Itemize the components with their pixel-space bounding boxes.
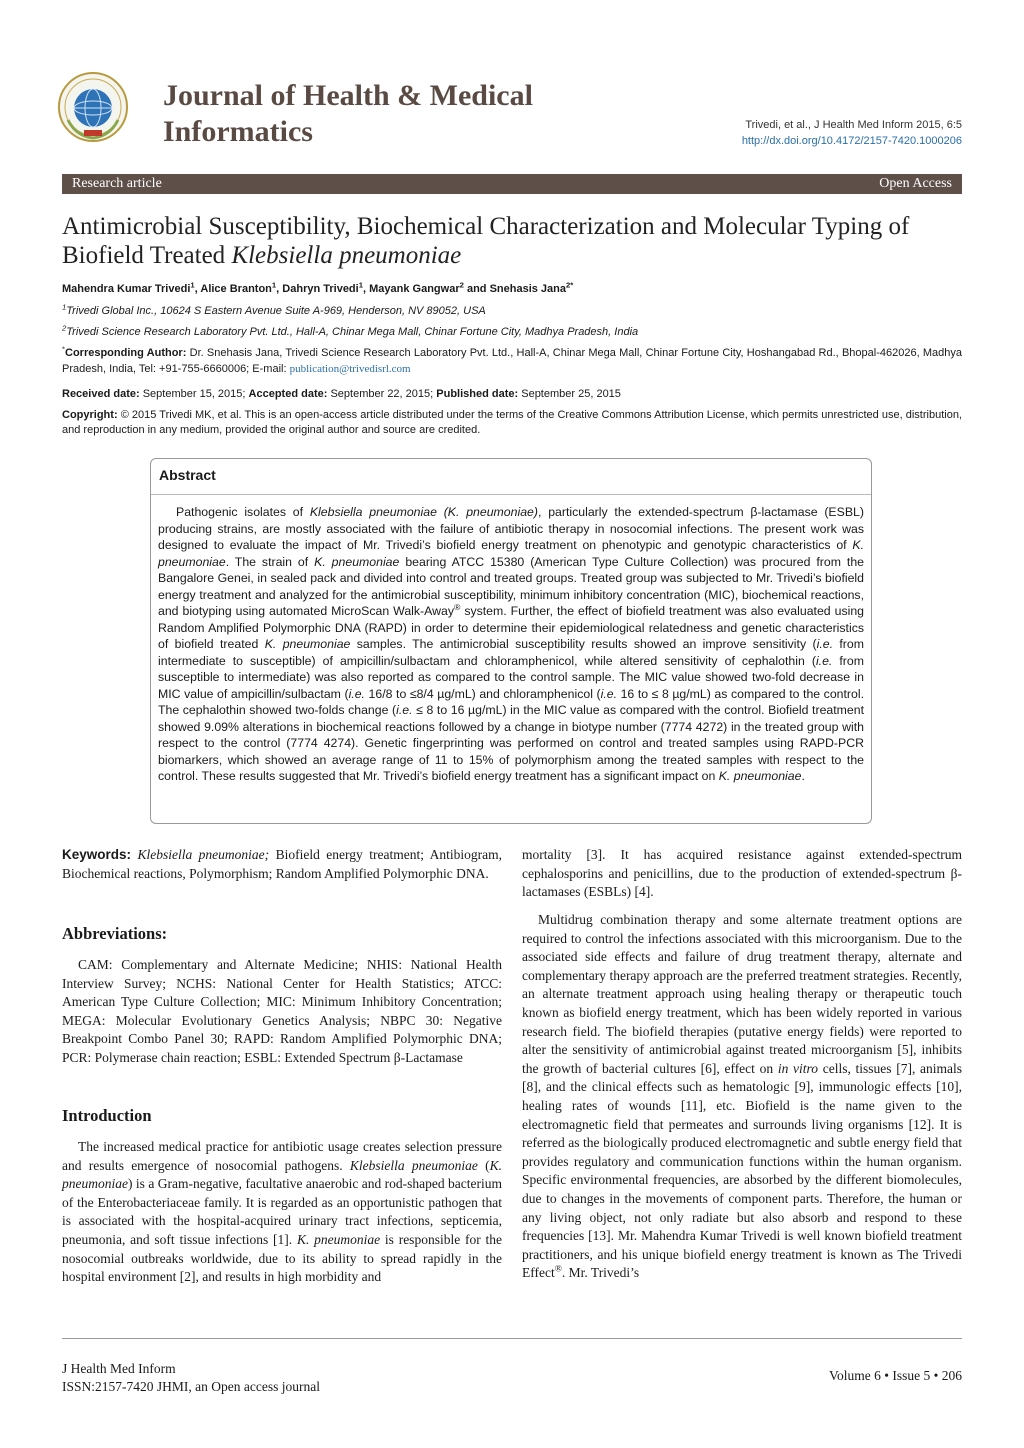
introduction-heading: Introduction: [62, 1106, 152, 1125]
citation-block: [742, 117, 962, 149]
citation: Trivedi, et al., J Health Med Inform 2015, 6:5: [745, 119, 962, 131]
article-type: Research article: [72, 176, 162, 191]
email-link[interactable]: publication@trivedisrl.com: [289, 363, 411, 375]
abbreviations-heading: Abbreviations:: [62, 924, 168, 943]
keywords-text: Biofield energy treatment; Antibiogram, Biochemical reactions, Polymorphism; Random Amplified Polymorphic DNA.: [62, 847, 503, 881]
keywords-label: Keywords:: [62, 847, 132, 862]
author-list: Mahendra Kumar Trivedi$^1$, Alice Branton$^1$, Dahryn Trivedi$^1$, Mayank Gangwar$^2$ and Snehasis Jana$^{2*}$: [62, 280, 574, 295]
right-column-para-2: Multidrug combination therapy and some alternate treatment options are required to control the infections associated with this microorganism. Due to the associated side effects and failure of drug treatment therapy, alternate and complementary therapy approach are the preferred treatment strategies. Recently, an alternate treatment approach using healing therapy or therapeutic touch known as biofield energy treatment, which has been widely reported in various research field. The biofield therapies (putative energy fields) were reported to alter the sensitivity of antimicrobial against treated microorganism [5], inhibits the growth of bacterial cultures [6], effect on in vitro cells, tissues [7], animals [8], and the clinical effects such as hematologic [9], immunologic effects [10], healing rates of wounds [11], etc. Biofield is the name given to the electromagnetic field that permeates and surrounds living organisms [12]. It is referred as the biologically produced electromagnetic and subtle energy field that provides regulatory and communication functions within the human organism. Specific environmental frequencies, are absorbed by the different biomolecules, due to changes in the movements of component parts. Therefore, the human or any living object, not only radiate but also absorb and respond to these frequencies [13]. Mr. Mahendra Kumar Trivedi is well known biofield treatment practitioners, and his unique biofield energy treatment is known as The Trivedi Effect®. Mr. Trivedi’s: [522, 912, 963, 1281]
corresponding-text: Dr. Snehasis Jana, Trivedi Science Research Laboratory Pvt. Ltd., Hall-A, Chinar Mega Mall, Chinar Fortune City, Hoshangabad Rd., Bhopal-462026, Madhya Pradesh, India, Tel: +91-755-6660006; E-mail:: [62, 347, 963, 375]
accepted-date: September 22, 2015;: [330, 388, 434, 400]
affiliation-text: Trivedi Global Inc., 10624 S Eastern Avenue Suite A-969, Henderson, NV 89052, USA: [66, 305, 486, 317]
footer-divider: [62, 1338, 962, 1339]
introduction-text: The increased medical practice for antibiotic usage creates selection pressure and results emergence of nosocomial pathogens. Klebsiella pneumoniae (K. pneumoniae) is a Gram-negative, facultative anaerobic and rod-shaped bacterium of the Enterobacteriaceae family. It is regarded as an opportunistic pathogen that is associated with the hospital-acquired urinary tract infections, septicemia, pneumonia, and soft tissue infections [1]. K. pneumoniae is responsible for the nosocomial outbreaks worldwide, due to its ability to spread rapidly in the hospital environment [2], and results in high morbidity and: [62, 1139, 503, 1285]
received-label: Received date:: [62, 388, 140, 400]
abstract-text: Pathogenic isolates of Klebsiella pneumoniae (K. pneumoniae), particularly the extended-spectrum β-lactamase (ESBL) producing strains, are mostly associated with the failure of antibiotic therapy in nosocomial infections. The present work was designed to evaluate the impact of Mr. Trivedi’s biofield energy treatment on phenotypic and genotypic characteristics of K. pneumoniae. The strain of K. pneumoniae bearing ATCC 15380 (American Type Culture Collection) was procured from the Bangalore Genei, in sealed pack and divided into control and treated groups. Treated group was subjected to Mr. Trivedi’s biofield energy treatment and analyzed for the antimicrobial susceptibility, minimum inhibitory concentration (MIC), biochemical reactions, and biotyping using automated MicroScan Walk-Away® system. Further, the effect of biofield treatment was also evaluated using Random Amplified Polymorphic DNA (RAPD) in order to determine their epidemiological relatedness and genetic characteristics of biofield treated K. pneumoniae samples. The antimicrobial susceptibility results showed an improve sensitivity (i.e. from intermediate to susceptible) of ampicillin/sulbactam and chloramphenicol, while altered sensitivity of cephalothin (i.e. from susceptible to intermediate) was also reported as compared to the control sample. The MIC value showed two-fold decrease in MIC value of ampicillin/sulbactam (i.e. 16/8 to ≤8/4 µg/mL) and chloramphenicol (i.e. 16 to ≤ 8 µg/mL) as compared to the control. The cephalothin showed two-folds change (i.e. ≤ 8 to 16 µg/mL) in the MIC value as compared with the control. Biofield treatment showed 9.09% alterations in biochemical reactions followed by a change in biotype number (7774 4272) in the treated group with respect to the control (7774 4274). Genetic fingerprinting was performed on control and treated samples using RAPD-PCR biomarkers, which showed an average range of 11 to 15% of polymorphism among the treated samples with respect to the control. These results suggested that Mr. Trivedi’s biofield energy treatment has a significant impact on K. pneumoniae.: [158, 505, 865, 783]
author: Mayank Gangwar: [369, 283, 460, 295]
footer-journal: [62, 1360, 320, 1396]
journal-title: Journal of Health & Medical Informatics: [163, 79, 533, 148]
affiliation-1: [62, 304, 962, 318]
paper-title-species: Klebsiella pneumoniae: [231, 242, 462, 269]
open-access-label: Open Access: [879, 176, 952, 191]
author-sup: 1: [271, 280, 277, 290]
author: Dahryn Trivedi: [282, 283, 359, 295]
affiliation-2: [62, 325, 962, 339]
published-date: September 25, 2015: [521, 388, 621, 400]
abstract-heading: Abstract: [159, 467, 216, 483]
dates-line: [62, 387, 962, 401]
aff-sup: 2: [62, 323, 67, 333]
author: Mahendra Kumar Trivedi: [62, 283, 191, 295]
paper-title: [62, 212, 962, 270]
keywords-species: Klebsiella pneumoniae;: [137, 847, 270, 862]
right-column-para-1: mortality [3]. It has acquired resistance against extended-spectrum cephalosporins and penicillins, due to the production of extended-spectrum β-lactamases (ESBLs) [4].: [522, 847, 962, 900]
keywords: [62, 846, 502, 883]
author-sup: 1: [190, 280, 195, 290]
copyright-label: Copyright:: [62, 409, 118, 421]
aff-sup: 1: [62, 302, 67, 312]
paper-title-main: Antimicrobial Susceptibility, Biochemical Characterization and Molecular Typing of Biofield Treated: [62, 213, 910, 269]
author-sup: 2*: [566, 280, 574, 290]
article-type-bar: [62, 174, 962, 194]
affiliation-text: Trivedi Science Research Laboratory Pvt. Ltd., Hall-A, Chinar Mega Mall, Chinar Fortune City, Madhya Pradesh, India: [66, 326, 639, 338]
author-sup: 1: [358, 280, 363, 290]
author: Alice Branton: [200, 283, 272, 295]
corresponding-label: Corresponding Author:: [65, 347, 187, 359]
abstract-divider: [151, 494, 871, 495]
corresponding-author: *Corresponding Author: Dr. Snehasis Jana, Trivedi Science Research Laboratory Pvt. Ltd., Hall-A, Chinar Mega Mall, Chinar Fortune City, Hoshangabad Rd., Bhopal-462026, Madhya Pradesh, India, Tel: +91-755-6660006; E-mail: publication@trivedisrl.com: [62, 344, 963, 375]
doi-link[interactable]: http://dx.doi.org/10.4172/2157-7420.1000206: [741, 135, 962, 147]
author-sup: 2: [459, 280, 464, 290]
received-date: September 15, 2015;: [142, 388, 246, 400]
footer-journal-name: J Health Med Inform: [62, 1361, 176, 1376]
omics-logo-icon: [56, 70, 130, 144]
footer-volume: Volume 6 • Issue 5 • 206: [829, 1368, 962, 1383]
accepted-label: Accepted date:: [248, 388, 328, 400]
copyright-notice: [62, 408, 962, 438]
footer-issn: ISSN:2157-7420 JHMI, an Open access journal: [62, 1379, 320, 1394]
copyright-text: © 2015 Trivedi MK, et al. This is an open-access article distributed under the terms of the Creative Commons Attribution License, which permits unrestricted use, distribution, and reproduction in any medium, provided the original author and source are credited.: [62, 409, 962, 436]
abstract-box: [150, 458, 872, 824]
published-label: Published date:: [436, 388, 519, 400]
abbreviations-text: CAM: Complementary and Alternate Medicine; NHIS: National Health Interview Survey; NCHS: National Center for Health Statistics; ATCC: American Type Culture Collection; MIC: Minimum Inhibitory Concentration; MEGA: Molecular Evolutionary Genetics Analysis; NBPC 30: Negative Breakpoint Combo Panel 30; RAPD: Random Amplified Polymorphic DNA; PCR: Polymerase chain reaction; ESBL: Extended Spectrum β-Lactamase: [62, 957, 502, 1065]
author: Snehasis Jana: [489, 283, 566, 295]
